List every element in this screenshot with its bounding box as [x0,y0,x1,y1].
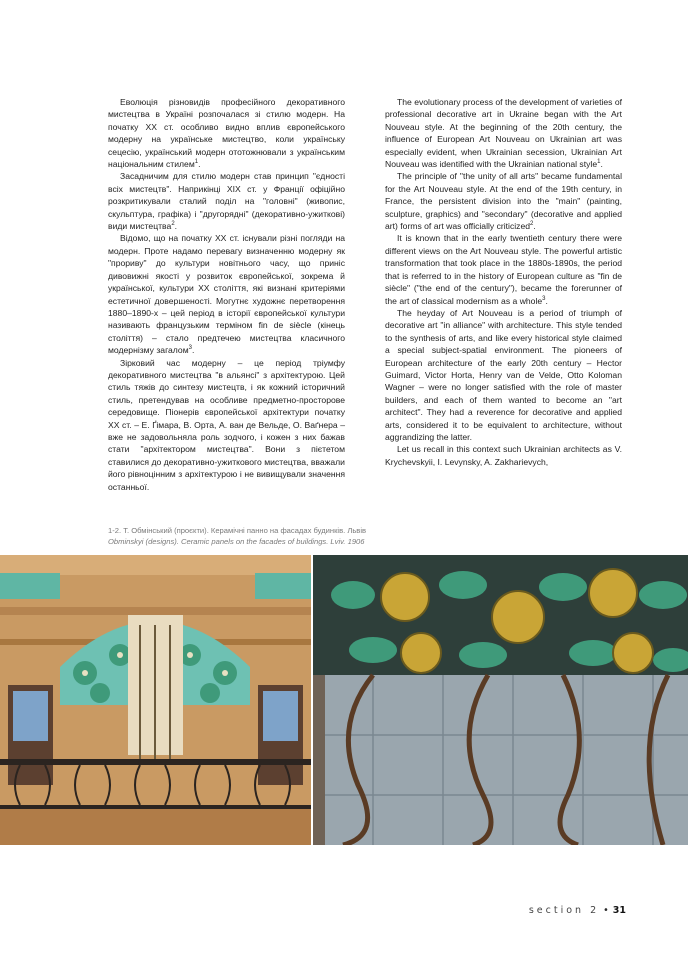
en-paragraph-4: The heyday of Art Nouveau is a period of triumph of decorative art "in alliance" with architecture. This style tended to the synthesis of arts, and like every historical style claimed a special subject-spatial environment. The pioneers of European architecture of the early 20th century – Hector Guimard, Victor Horta, Henry van de Velde, Otto Koloman Wagner – were no longer satisfied with the role of master builders, and each of them wanted to become an "art architect". They had a reverence for decorative and applied arts, considered it to be equivalent to architecture, without aggrandizing the latter. [385,307,622,442]
page-footer [529,905,626,916]
facade-illustration [0,555,311,845]
ceramic-panel-photo-2 [313,555,688,845]
ua-paragraph-4: Зірковий час модерну – це період тріумфу декоративного мистецтва "в альянсі" з архітектурою. Цей стиль тяжів до синтезу мистецтв, і як кожний історичний стиль, претендував на особливе предметно-просторове середовище. Піонерів європейської архітектури початку XX ст. – Е. Ґімара, В. Орта, А. ван де Вельде, О. Ваґнера – вже не задовольняла роль зодчого, і кожен з них бажав стати "архітектором мистецтва". Вони з пієтетом ставилися до декоративно-ужиткового мистецтва, вважали його рівноцінним з архітектурою і не вивищували значення останньої. [108,357,345,492]
figure-caption [108,526,628,547]
en-paragraph-2: The principle of "the unity of all arts" became fundamental for the Art Nouveau style. At the end of the 19th century, in France, the persistent division into the "main" (painting, sculpture, graphics) and "secondary" (decorative and applied art) forms of art was officially criticized$^2$. [385,171,622,232]
section-label: section [528,905,585,916]
ua-paragraph-3: Відомо, що на початку XX ст. існували різні погляди на модерн. Проте надамо перевагу визначенню модерну як "прориву" до культури новітнього часу, що приніс дивовижні якості у розвиток європейської, зокрема й української, культури XX століття, які визнані критеріями естетичної довершеності. Могутнє художнє перетворення 1880–1890-х – цей період в історії європейської культури називають французьким терміном fin de siècle (кінець століття) – стало предтечею мистецтва класичного модернізму загалом$^3$. [108,233,345,356]
ukrainian-text-column [108,96,345,493]
facade-photo-1 [0,555,311,845]
section-number: 2 [590,905,600,916]
footer-dot: • [603,905,609,916]
photo-strip [0,555,688,845]
ua-paragraph-2: Засадничим для стилю модерн став принцип "єдності всіх мистецтв". Наприкінці XIX ст. у Франції офіційно розкритикували сталий поділ на "головні" (живопис, скульптура, графіка) і "другорядні" (декоративно-ужиткові) види мистецтва$^2$. [108,171,345,232]
page-number: 31 [612,905,626,916]
en-paragraph-5: Let us recall in this context such Ukrainian architects as V. Krychevskyii, I. Levynsky, A. Zakharievych, [385,444,622,467]
ceramic-tiles-illustration [313,555,688,845]
english-text-column [385,96,622,468]
en-paragraph-1: The evolutionary process of the development of varieties of professional decorative art in Ukraine began with the Art Nouveau style. At the beginning of the 20th century, the influence of European Art Nouveau on Ukrainian art was especially evident, when Ukrainian secession, Ukrainian Art Nouveau was identified with the Ukrainian national style$^1$. [385,97,622,170]
caption-ukrainian: 1-2. Т. Обмінський (проєкти). Керамічні панно на фасадах будинків. Львів [108,526,367,535]
caption-english: Obminskyi (designs). Ceramic panels on the facades of buildings. Lviv. 1906 [108,536,365,546]
ua-paragraph-1: Еволюція різновидів професійного декоративного мистецтва в Україні розпочалася зі стилю модерн. На початку XX ст. особливо видно вплив європейського модерну на українське мистецтво, коли українську сецесію, український модерн ототожнювали з українським національним стилем$^1$. [108,97,345,170]
en-paragraph-3: It is known that in the early twentieth century there were different views on the Art Nouveau style. The powerful artistic transformation that took place in the 1880s-1890s, the period that is referred to in the history of European culture as "fin de siècle" ("the end of the century"), became the forerunner of the art of classical modernism as a whole$^3$. [385,233,622,306]
